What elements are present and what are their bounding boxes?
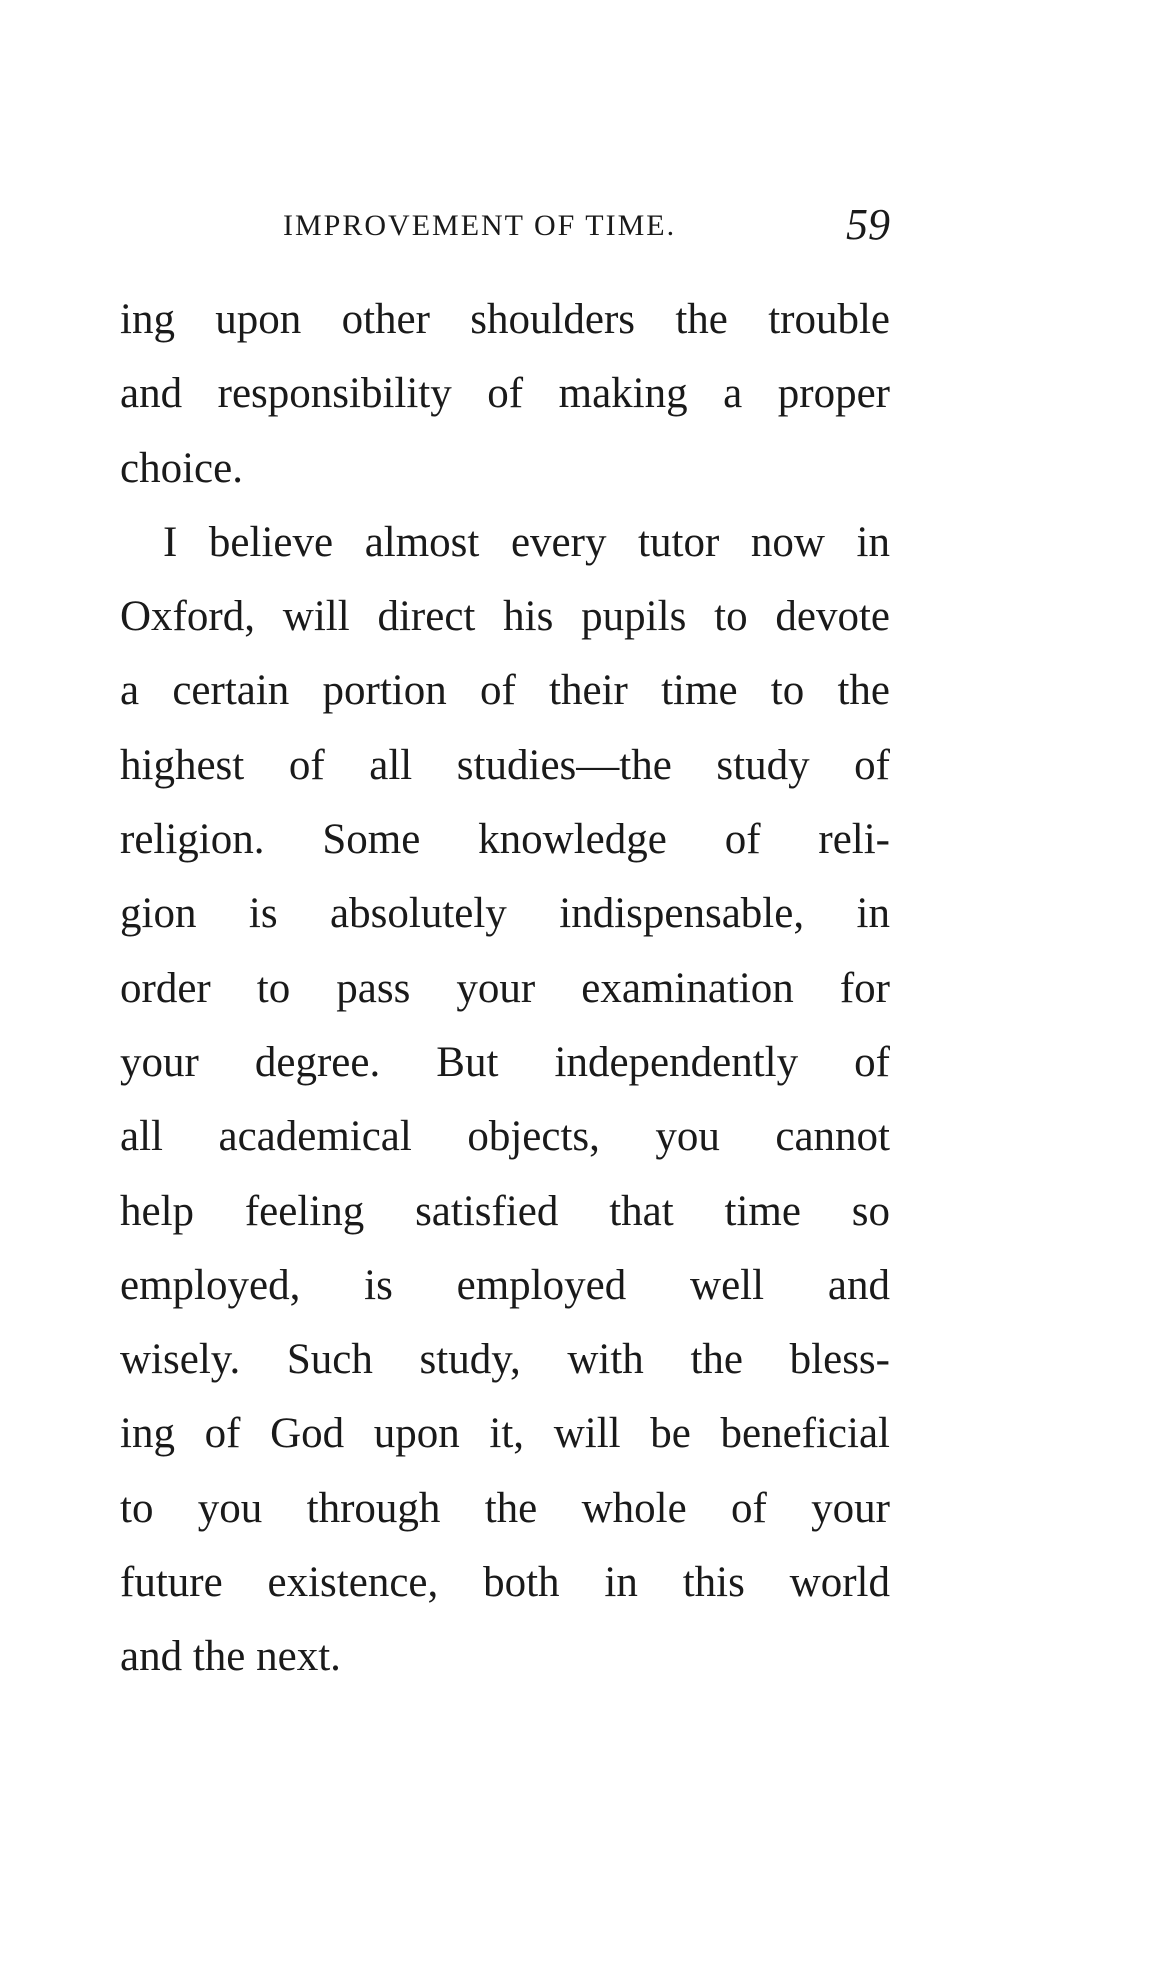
text-line: and responsibility of making a proper	[120, 370, 890, 418]
text-line: highest of all studies—the study of	[120, 741, 890, 789]
text-line: order to pass your examination for	[120, 964, 890, 1012]
text-line: wisely. Such study, with the bless-	[120, 1336, 890, 1384]
page-number: 59	[846, 200, 890, 249]
body-text	[120, 283, 890, 1695]
text-line: ing upon other shoulders the trouble	[120, 296, 890, 343]
text-line: gion is absolutely indispensable, in	[120, 890, 890, 938]
text-line: all academical objects, you cannot	[120, 1113, 890, 1161]
text-line: Oxford, will direct his pupils to devote	[120, 593, 890, 641]
text-line: future existence, both in this world	[120, 1559, 890, 1607]
running-head-title: IMPROVEMENT OF TIME.	[283, 209, 677, 242]
text-line: choice.	[120, 444, 243, 492]
text-line: religion. Some knowledge of reli-	[120, 816, 890, 864]
paragraph-1	[120, 283, 890, 506]
text-line: a certain portion of their time to the	[120, 667, 890, 715]
text-line: and the next.	[120, 1633, 341, 1681]
running-head	[120, 200, 890, 255]
text-line: ing of God upon it, will be beneficial	[120, 1410, 890, 1458]
text-line: I believe almost every tutor now in	[163, 518, 890, 566]
text-line: to you through the whole of your	[120, 1484, 890, 1532]
text-line: employed, is employed well and	[120, 1261, 890, 1309]
text-line: help feeling satisfied that time so	[120, 1187, 890, 1235]
paragraph-2	[120, 506, 890, 1695]
text-line: your degree. But independently of	[120, 1038, 890, 1086]
